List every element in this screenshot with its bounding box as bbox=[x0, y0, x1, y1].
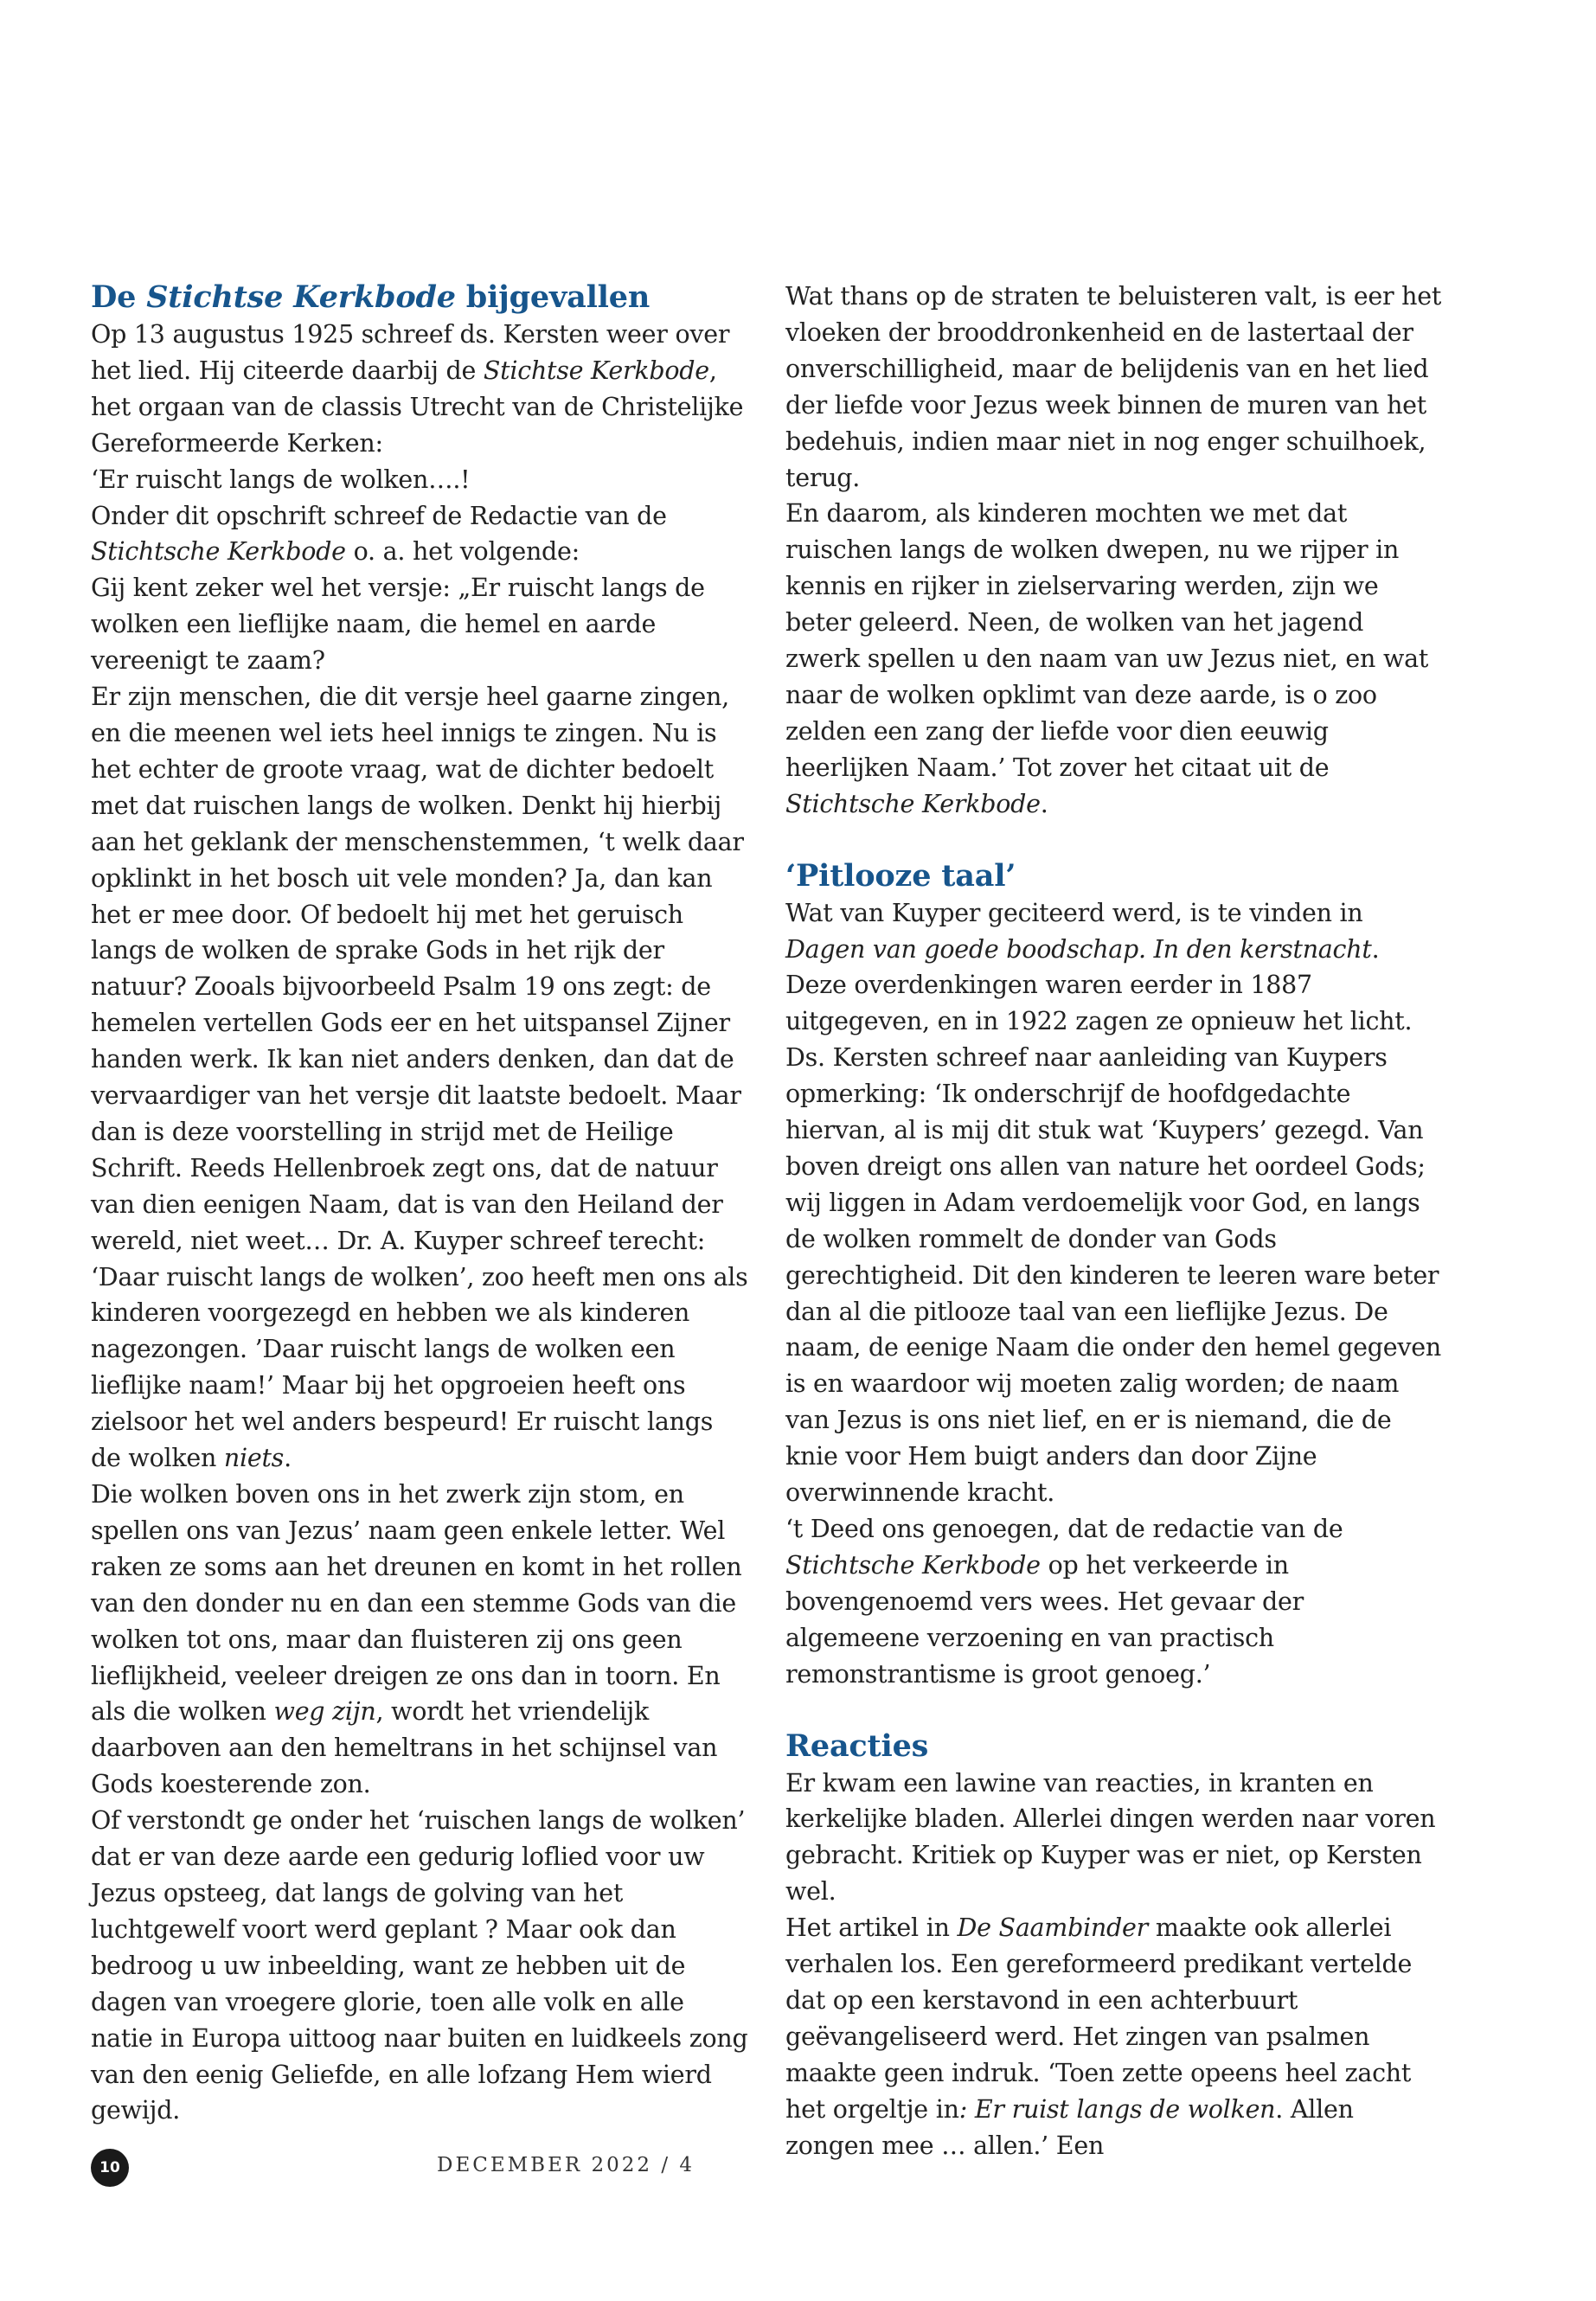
paragraph: Die wolken boven ons in het zwerk zijn stom, en spellen ons van Jezus’ naam geen enkele letter. Wel raken ze soms aan het dreunen en komt in het rollen van den donder nu en dan een stemme Gods van die wolken tot ons, maar dan fluisteren zij ons geen lieflijkheid, veeleer dreigen ze ons dan in toorn. En als die wolken weg zijn, wordt het vriendelijk daarboven aan den hemeltrans in het schijnsel van Gods koesterende zon. bbox=[91, 1480, 742, 1799]
section-heading-reacties: Reacties bbox=[785, 1727, 929, 1764]
paragraph: Of verstondt ge onder het ‘ruischen langs de wolken’ dat er van deze aarde een gedurig loflied voor uw Jezus opsteeg, dat langs de golving van het luchtgewelf voort werd geplant ? Maar ook dan bedroog u uw inbeelding, want ze hebben uit de dagen van vroegere glorie, toen alle volk en alle natie in Europa uittoog naar buiten en luidkeels zong van den eenig Geliefde, en alle lofzang Hem wierd gewijd. bbox=[91, 1806, 748, 2125]
paragraph: Gij kent zeker wel het versje: „Er ruischt langs de wolken een lieflijke naam, die hemel en aarde vereenigt te zaam? bbox=[91, 574, 705, 676]
quote-title: ‘Er ruischt langs de wolken….! bbox=[91, 465, 471, 494]
paragraph: Er zijn menschen, die dit versje heel gaarne zingen, en die meenen wel iets heel innigs te zingen. Nu is het echter de groote vraag, wat de dichter bedoelt met dat ruischen langs de wolken. Denkt hij hierbij aan het geklank der menschenstemmen, ‘t welk daar opklinkt in het bosch uit vele monden? Ja, dan kan het er mee door. Of bedoelt hij met het geruisch langs de wolken de sprake Gods in het rijk der natuur? Zooals bijvoorbeeld Psalm 19 ons zegt: de hemelen vertellen Gods eer en het uitspansel Zijner handen werk. Ik kan niet anders denken, dan dat de vervaardiger van het versje dit laatste bedoelt. Maar dan is deze voorstelling in strijd met de Heilige Schrift. Reeds Hellenbroek zegt ons, dat de natuur van dien eenigen Naam, dat is van den Heiland der wereld, niet weet… Dr. A. Kuyper schreef terecht: ‘Daar ruischt langs de wolken’, zoo heeft men ons als kinderen voorgezegd en hebben we als kinderen nagezongen. ’Daar ruischt langs de wolken een lieflijke naam!’ Maar bij het opgroeien heeft ons zielsoor het wel anders bespeurd! Er ruischt langs de wolken niets. bbox=[91, 683, 748, 1473]
section-heading-stichtse: De Stichtse Kerkbode bijgevallen bbox=[91, 279, 651, 315]
left-column bbox=[91, 279, 750, 2129]
section-heading-pitlooze: ‘Pitlooze taal’ bbox=[785, 857, 1016, 894]
section-spacer bbox=[785, 823, 1445, 857]
section-spacer bbox=[785, 1693, 1445, 1727]
paragraph: Op 13 augustus 1925 schreef ds. Kersten weer over het lied. Hij citeerde daarbij de Stichtse Kerkbode, het orgaan van de classis Utrecht van de Christelijke Gereformeerde Kerken: bbox=[91, 320, 744, 458]
paragraph: ‘t Deed ons genoegen, dat de redactie van de Stichtsche Kerkbode op het verkeerde in bovengenoemd vers wees. Het gevaar der algemeene verzoening en van practisch remonstrantisme is groot genoeg.’ bbox=[785, 1515, 1343, 1689]
paragraph: En daarom, als kinderen mochten we met dat ruischen langs de wolken dwepen, nu we rijper in kennis en rijker in zielservaring werden, zijn we beter geleerd. Neen, de wolken van het jagend zwerk spellen u den naam van uw Jezus niet, en wat naar de wolken opklimt van deze aarde, is o zoo zelden een zang der liefde voor dien eeuwig heerlijken Naam.’ Tot zover het citaat uit de Stichtsche Kerkbode. bbox=[785, 499, 1429, 818]
page-number-badge: 10 bbox=[91, 2149, 129, 2187]
paragraph: Er kwam een lawine van reacties, in kranten en kerkelijke bladen. Allerlei dingen werden naar voren gebracht. Kritiek op Kuyper was er niet, op Kersten wel. bbox=[785, 1768, 1436, 1907]
paragraph: Het artikel in De Saambinder maakte ook allerlei verhalen los. Een gereformeerd predikant vertelde dat op een kerstavond in een achterbuurt geëvangeliseerd werd. Het zingen van psalmen maakte geen indruk. ‘Toen zette opeens heel zacht het orgeltje in: Er ruist langs de wolken. Allen zongen mee … allen.’ Een bbox=[785, 1913, 1413, 2160]
right-column bbox=[785, 279, 1445, 2164]
paragraph: Wat van Kuyper geciteerd werd, is te vinden in Dagen van goede boodschap. In den kerstnacht. Deze overdenkingen waren eerder in 1887 uitgegeven, en in 1922 zagen ze opnieuw het licht. Ds. Kersten schreef naar aanleiding van Kuypers opmerking: ‘Ik onderschrijf de hoofdgedachte hiervan, al is mij dit stuk wat ‘Kuypers’ gezegd. Van boven dreigt ons allen van nature het oordeel Gods; wij liggen in Adam verdoemelijk voor God, en langs de wolken rommelt de donder van Gods gerechtigheid. Dit den kinderen te leeren ware beter dan al die pitlooze taal van een lieflijke Jezus. De naam, de eenige Naam die onder den hemel gegeven is en waardoor wij moeten zalig worden; de naam van Jezus is ons niet lief, en er is niemand, die de knie voor Hem buigt anders dan door Zijne overwinnende kracht. bbox=[785, 898, 1441, 1508]
paragraph: Onder dit opschrift schreef de Redactie van de Stichtsche Kerkbode o. a. het volgende: bbox=[91, 501, 667, 567]
page-footer bbox=[91, 2149, 748, 2187]
issue-label: DECEMBER 2022 / 4 bbox=[437, 2154, 695, 2176]
paragraph: Wat thans op de straten te beluisteren valt, is eer het vloeken der brooddronkenheid en de lastertaal der onverschilligheid, maar de belijdenis van en het lied der liefde voor Jezus week binnen de muren van het bedehuis, indien maar niet in nog enger schuilhoek, terug. bbox=[785, 282, 1442, 492]
